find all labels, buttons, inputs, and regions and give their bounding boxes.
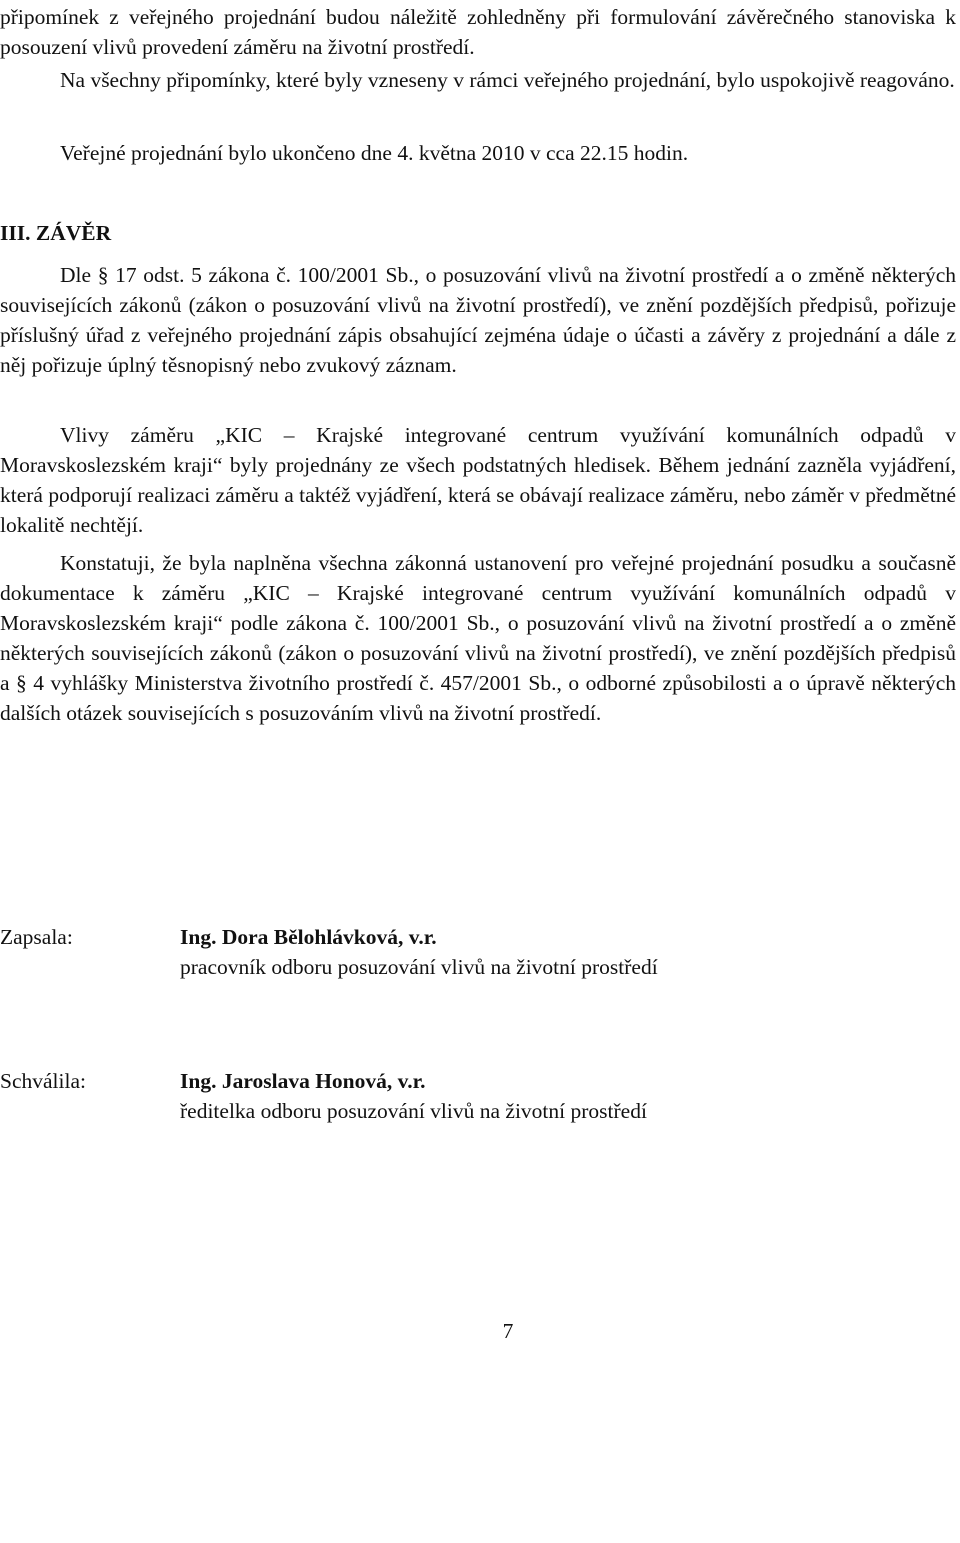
signature-name: Ing. Jaroslava Honová, v.r. <box>180 1069 426 1093</box>
signature-name: Ing. Dora Bělohlávková, v.r. <box>180 925 437 949</box>
paragraph-conclusion: Konstatuji, že byla naplněna všechna zákonná ustanovení pro veřejné projednání posudku a současně dokumentace k záměru „KIC – Krajské integrované centrum využívání komunálních odpadů v Moravskoslezském kraji“ podle zákona č. 100/2001 Sb., o posuzování vlivů na životní prostředí a o změně některých souvisejících zákonů (zákon o posuzování vlivů na životní prostředí), ve znění pozdějších předpisů a § 4 vyhlášky Ministerstva životního prostředí č. 457/2001 Sb., o odborné způsobilosti a o úpravě některých dalších otázek souvisejících s posuzováním vlivů na životní prostředí. <box>0 551 956 725</box>
paragraph-continuation: připomínek z veřejného projednání budou náležitě zohledněny při formulování závěrečného stanoviska k posouzení vlivů provedení záměru na životní prostředí. <box>0 5 956 59</box>
page-number: 7 <box>502 1319 514 1343</box>
section-heading: III. ZÁVĚR <box>0 221 112 245</box>
paragraph-responses: Na všechny připomínky, které byly vzneseny v rámci veřejného projednání, bylo uspokojivě reagováno. <box>60 68 955 92</box>
signature-role: ředitelka odboru posuzování vlivů na životní prostředí <box>180 1099 647 1123</box>
paragraph-legal-basis: Dle § 17 odst. 5 zákona č. 100/2001 Sb., o posuzování vlivů na životní prostředí a o změně některých souvisejících zákonů (zákon o posuzování vlivů na životní prostředí), ve znění pozdějších předpisů, pořizuje příslušný úřad z veřejného projednání zápis obsahující zejména údaje o účasti a závěry z projednání a dále z něj pořizuje úplný těsnopisný nebo zvukový záznam. <box>0 263 956 377</box>
paragraph-end-time: Veřejné projednání bylo ukončeno dne 4. května 2010 v cca 22.15 hodin. <box>60 141 689 165</box>
signature-role: pracovník odboru posuzování vlivů na životní prostředí <box>180 955 658 979</box>
signature-label: Zapsala: <box>0 925 73 949</box>
signature-label: Schválila: <box>0 1069 86 1093</box>
paragraph-project-impacts: Vlivy záměru „KIC – Krajské integrované centrum využívání komunálních odpadů v Moravskoslezském kraji“ byly projednány ze všech podstatných hledisek. Během jednání zazněla vyjádření, která podporují realizaci záměru a taktéž vyjádření, která se obávají realizace záměru, nebo záměr v předmětné lokalitě nechtějí. <box>0 423 956 537</box>
